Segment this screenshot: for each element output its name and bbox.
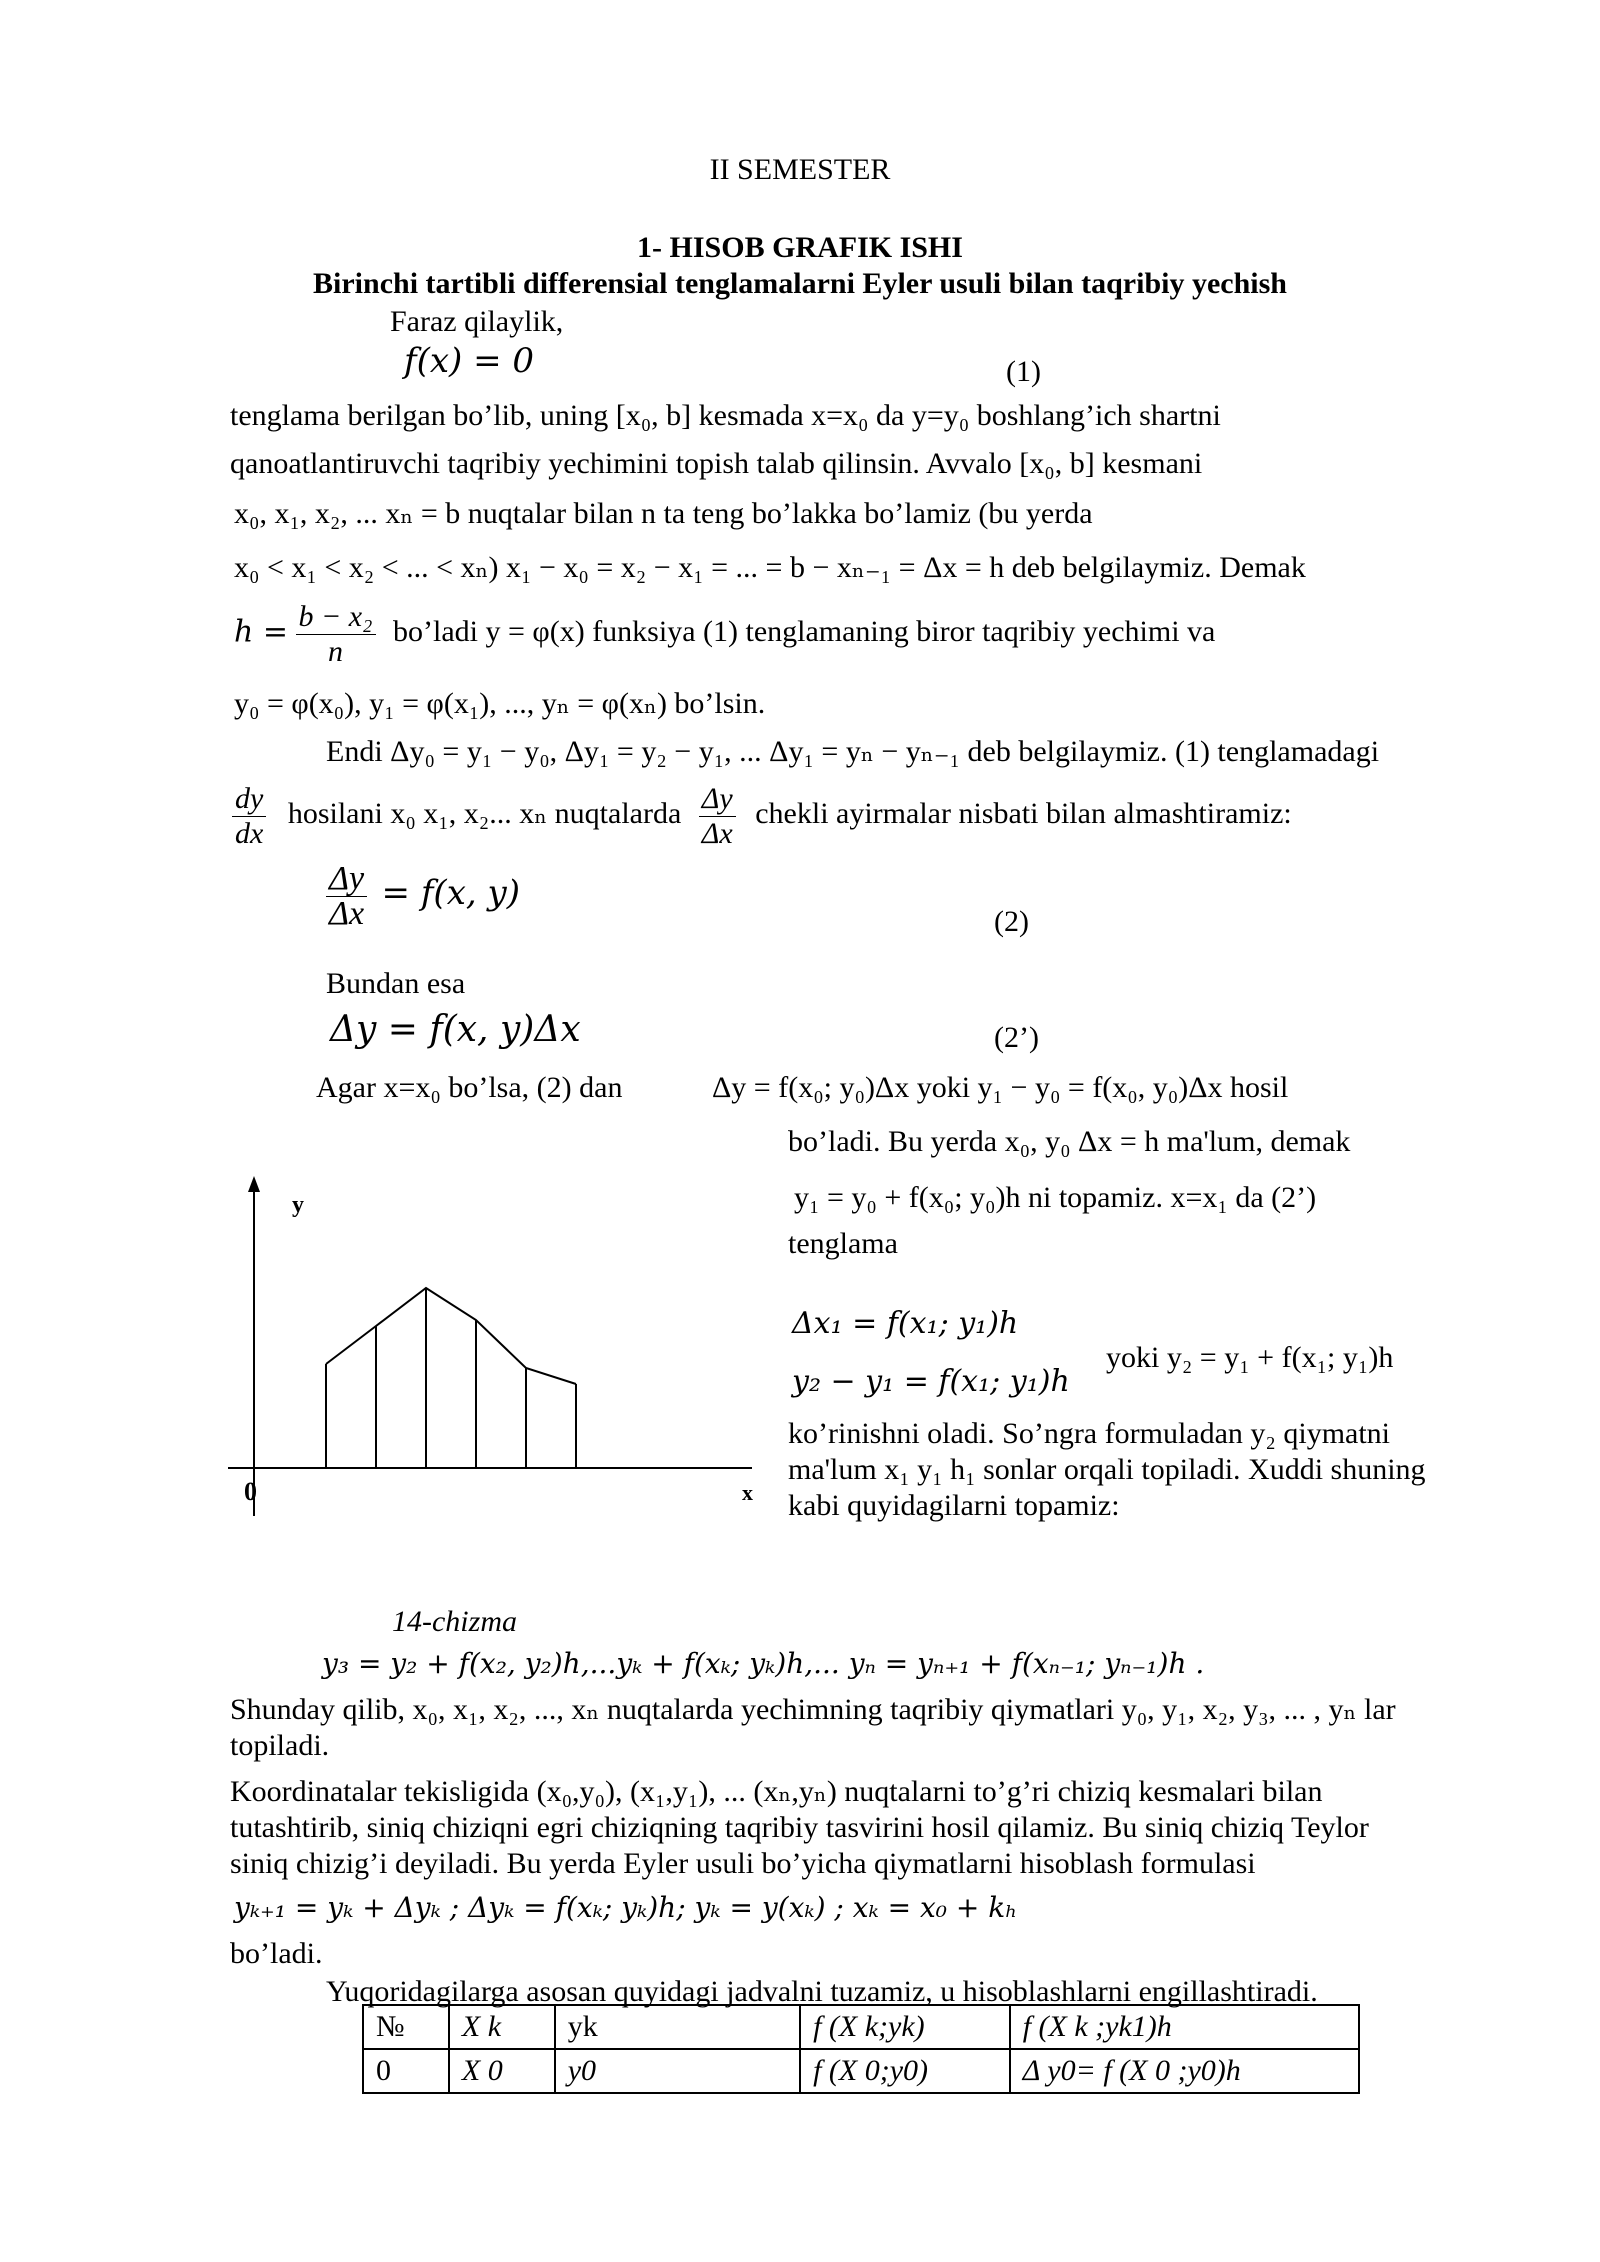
h-fraction-denominator: n bbox=[328, 635, 343, 668]
table-cell: f (X 0;y0) bbox=[800, 2049, 1010, 2093]
conclusion-line-1: Shunday qilib, x₀, x₁, x₂, ..., xₙ nuqtalarda yechimning taqribiy qiymatlari y₀, y₁, x₂, y₃, ... , yₙ lar bbox=[230, 1693, 1396, 1726]
y-axis-label: y bbox=[292, 1192, 304, 1218]
table-cell: X 0 bbox=[449, 2049, 555, 2093]
equation-1: f(x) = 0 bbox=[404, 341, 535, 381]
conclusion-line-2: topiladi. bbox=[230, 1729, 330, 1762]
agar-equation: Δy = f(x₀; y₀)Δx yoki y₁ − y₀ = f(x₀, y₀)Δx hosil bbox=[712, 1071, 1289, 1104]
paragraph-line-7: Endi Δy₀ = y₁ − y₀, Δy₁ = y₂ − y₁, ... Δy₁ = yₙ − yₙ₋₁ deb belgilaymiz. (1) tenglamadagi bbox=[326, 735, 1380, 768]
x-axis-label: x bbox=[742, 1480, 753, 1505]
paragraph-line-6: y₀ = φ(x₀), y₁ = φ(x₁), ..., yₙ = φ(xₙ) bo’lsin. bbox=[234, 687, 766, 720]
equation-2-numerator: Δy bbox=[326, 862, 367, 897]
coordinate-line-1: Koordinatalar tekisligida (x₀,y₀), (x₁,y₁), ... (xₙ,yₙ) nuqtalarni to’g’ri chiziq kesmalari bilan bbox=[230, 1775, 1323, 1808]
table-cell: Δ y0= f (X 0 ;y0)h bbox=[1010, 2049, 1359, 2093]
right-line-5: ko’rinishni oladi. So’ngra formuladan y₂ qiymatni bbox=[788, 1417, 1391, 1450]
bundan-text: Bundan esa bbox=[326, 967, 466, 1000]
euler-polyline bbox=[326, 1288, 576, 1384]
right-line-3: tenglama bbox=[788, 1227, 898, 1260]
euler-formula: yₖ₊₁ = yₖ + Δyₖ ; Δyₖ = f(xₖ; yₖ)h; yₖ = y(xₖ) ; xₖ = x₀ + kₕ bbox=[234, 1891, 1018, 1924]
derivative-end-text: chekli ayirmalar nisbati bilan almashtiramiz: bbox=[755, 797, 1292, 831]
coordinate-line-2: tutashtirib, siniq chiziqni egri chiziqning taqribiy tasvirini hosil qilamiz. Bu siniq chiziq Teylor bbox=[230, 1811, 1369, 1844]
right-line-6: ma'lum x₁ y₁ h₁ sonlar orqali topiladi. Xuddi shuning bbox=[788, 1453, 1426, 1486]
table-header-row bbox=[363, 2005, 1359, 2049]
delta-x-denominator: Δx bbox=[701, 817, 733, 850]
dy-numerator: dy bbox=[232, 782, 266, 817]
equation-2-denominator: Δx bbox=[329, 895, 365, 932]
figure-caption: 14-chizma bbox=[392, 1605, 517, 1638]
derivative-middle-text: hosilani x₀ x₁, x₂... xₙ nuqtalarda bbox=[287, 797, 682, 831]
table-header-cell: yk bbox=[555, 2005, 800, 2049]
right-line-2: y₁ = y₀ + f(x₀; y₀)h ni topamiz. x=x₁ da (2’) bbox=[794, 1181, 1317, 1214]
subtitle: Birinchi tartibli differensial tenglamalarni Eyler usuli bilan taqribiy yechish bbox=[313, 267, 1287, 300]
paragraph-line-4: x₀ < x₁ < x₂ < ... < xₙ) x₁ − x₀ = x₂ − x₁ = ... = b − xₙ₋₁ = Δx = h deb belgilaymiz. Demak bbox=[234, 551, 1306, 584]
dx-denominator: dx bbox=[235, 817, 264, 850]
equation-1-label: (1) bbox=[1006, 355, 1041, 388]
table-header-cell: X k bbox=[449, 2005, 555, 2049]
origin-label: 0 bbox=[244, 1477, 257, 1506]
coordinate-line-3: siniq chizig’i deyiladi. Bu yerda Eyler usuli bo’yicha qiymatlarni hisoblash formulasi bbox=[230, 1847, 1256, 1880]
table-header-cell: № bbox=[363, 2005, 449, 2049]
right-line-7: kabi quyidagilarni topamiz: bbox=[788, 1489, 1120, 1522]
equation-2-prime: Δy = f(x, y)Δx bbox=[330, 1009, 581, 1050]
h-lhs: h = bbox=[234, 614, 288, 650]
ordinate-lines bbox=[326, 1288, 576, 1468]
right-eq-b: y₂ − y₁ = f(x₁; y₁)h bbox=[792, 1364, 1070, 1399]
y-formula: y₃ = y₂ + f(x₂, y₂)h,...yₖ + f(xₖ; yₖ)h,... yₙ = yₙ₊₁ + f(xₙ₋₁; yₙ₋₁)h . bbox=[322, 1647, 1205, 1680]
table-intro: Yuqoridagilarga asosan quyidagi jadvalni tuzamiz, u hisoblashlarni engillashtiradi. bbox=[326, 1975, 1318, 2008]
paragraph-line-1: tenglama berilgan bo’lib, uning [x₀, b] kesmada x=x₀ da y=y₀ boshlang’ich shartni bbox=[230, 399, 1221, 432]
h-definition-rest: bo’ladi y = φ(x) funksiya (1) tenglamaning biror taqribiy yechimi va bbox=[393, 615, 1216, 649]
table-header-cell: f (X k ;yk1)h bbox=[1010, 2005, 1359, 2049]
equation-2-label: (2) bbox=[994, 905, 1029, 938]
right-eq-a: Δx₁ = f(x₁; y₁)h bbox=[792, 1306, 1019, 1341]
equation-2-prime-label: (2’) bbox=[994, 1021, 1039, 1054]
right-line-1: bo’ladi. Bu yerda x₀, y₀ Δx = h ma'lum, demak bbox=[788, 1125, 1351, 1158]
delta-y-numerator: Δy bbox=[699, 782, 736, 817]
table-header-cell: f (X k;yk) bbox=[800, 2005, 1010, 2049]
coordinate-line-5: bo’ladi. bbox=[230, 1937, 323, 1970]
work-title: 1- HISOB GRAFIK ISHI bbox=[637, 231, 963, 264]
table-row bbox=[363, 2049, 1359, 2093]
semester-heading: II SEMESTER bbox=[709, 153, 891, 186]
agar-text: Agar x=x₀ bo’lsa, (2) dan bbox=[316, 1071, 623, 1104]
y-axis-arrow bbox=[248, 1176, 260, 1192]
calculation-table bbox=[362, 2004, 1360, 2094]
right-eq-c: yoki y₂ = y₁ + f(x₁; y₁)h bbox=[1106, 1341, 1394, 1374]
table-cell: y0 bbox=[555, 2049, 800, 2093]
paragraph-line-3: x₀, x₁, x₂, ... xₙ = b nuqtalar bilan n ta teng bo’lakka bo’lamiz (bu yerda bbox=[234, 497, 1093, 530]
paragraph-line-2: qanoatlantiruvchi taqribiy yechimini topish talab qilinsin. Avvalo [x₀, b] kesmani bbox=[230, 447, 1203, 480]
equation-2-rhs: = f(x, y) bbox=[381, 873, 520, 914]
table-cell: 0 bbox=[363, 2049, 449, 2093]
intro-text: Faraz qilaylik, bbox=[390, 305, 564, 338]
h-fraction-numerator: b − x₂ bbox=[296, 600, 376, 635]
